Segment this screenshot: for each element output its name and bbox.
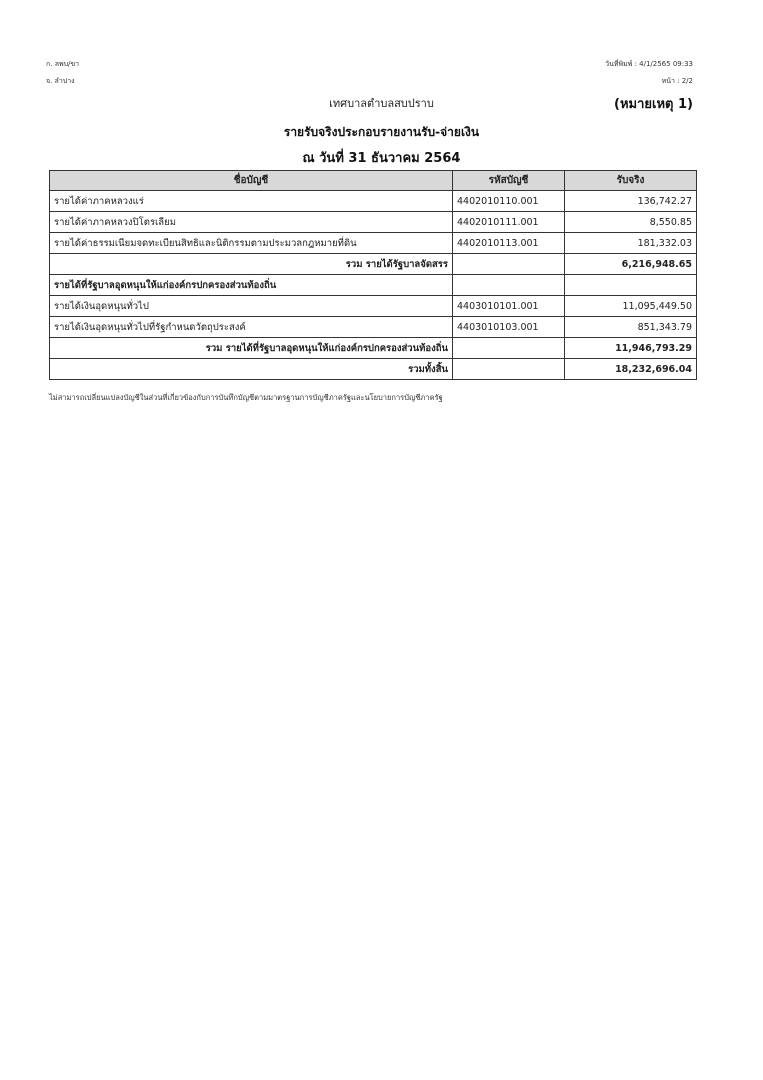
amount: 136,742.27 <box>565 191 697 212</box>
table-row <box>50 233 697 254</box>
empty-cell <box>453 338 565 359</box>
grand-total-row <box>50 359 697 380</box>
table-row <box>50 212 697 233</box>
account-code: 4403010103.001 <box>453 317 565 338</box>
note-reference: (หมายเหตุ 1) <box>614 97 693 112</box>
account-code: 4402010111.001 <box>453 212 565 233</box>
amount: 11,095,449.50 <box>565 296 697 317</box>
document-header-left <box>46 56 79 90</box>
report-title: รายรับจริงประกอบรายงานรับ-จ่ายเงิน <box>283 125 480 139</box>
grand-total-amount: 18,232,696.04 <box>565 359 697 380</box>
account-code: 4403010101.001 <box>453 296 565 317</box>
page-number: หน้า : 2/2 <box>661 77 693 85</box>
grand-total-label: รวมทั้งสิ้น <box>50 359 453 380</box>
document-header-right <box>605 56 693 90</box>
col-header-account-code: รหัสบัญชี <box>453 171 565 191</box>
footnote: ไม่สามารถเปลี่ยนแปลงบัญชีในส่วนที่เกี่ยวข้องกับการบันทึกบัญชีตามมาตรฐานการบัญชีภาครัฐและนโยบายการบัญชีภาครัฐ <box>49 393 443 402</box>
table-header-row <box>50 171 697 191</box>
table-row <box>50 296 697 317</box>
empty-cell <box>453 254 565 275</box>
table-row <box>50 191 697 212</box>
account-name: รายได้ค่าธรรมเนียมจดทะเบียนสิทธิและนิติกรรมตามประมวลกฎหมายที่ดิน <box>50 233 453 254</box>
empty-cell <box>453 275 565 296</box>
group-header-row <box>50 275 697 296</box>
account-name: รายได้ค่าภาคหลวงแร่ <box>50 191 453 212</box>
subtotal-label: รวม รายได้ที่รัฐบาลอุดหนุนให้แก่องค์กรปกครองส่วนท้องถิ่น <box>50 338 453 359</box>
header-left-line1: ก. ลพบ/ขา <box>46 60 80 68</box>
col-header-actual-received: รับจริง <box>565 171 697 191</box>
subtotal-amount: 11,946,793.29 <box>565 338 697 359</box>
account-code: 4402010110.001 <box>453 191 565 212</box>
account-name: รายได้เงินอุดหนุนทั่วไป <box>50 296 453 317</box>
report-date: ณ วันที่ 31 ธันวาคม 2564 <box>302 151 461 166</box>
table-row <box>50 317 697 338</box>
subtotal-label: รวม รายได้รัฐบาลจัดสรร <box>50 254 453 275</box>
col-header-account-name: ชื่อบัญชี <box>50 171 453 191</box>
empty-cell <box>565 275 697 296</box>
amount: 181,332.03 <box>565 233 697 254</box>
revenue-table <box>49 170 697 380</box>
account-name: รายได้ค่าภาคหลวงปิโตรเลียม <box>50 212 453 233</box>
group-title: รายได้ที่รัฐบาลอุดหนุนให้แก่องค์กรปกครองส่วนท้องถิ่น <box>50 275 453 296</box>
empty-cell <box>453 359 565 380</box>
subtotal-row <box>50 338 697 359</box>
organization-name: เทศบาลตำบลสบปราบ <box>329 97 434 110</box>
account-code: 4402010113.001 <box>453 233 565 254</box>
subtotal-row <box>50 254 697 275</box>
account-name: รายได้เงินอุดหนุนทั่วไปที่รัฐกำหนดวัตถุประสงค์ <box>50 317 453 338</box>
amount: 8,550.85 <box>565 212 697 233</box>
subtotal-amount: 6,216,948.65 <box>565 254 697 275</box>
amount: 851,343.79 <box>565 317 697 338</box>
print-date: วันที่พิมพ์ : 4/1/2565 09:33 <box>605 60 693 68</box>
header-left-line2: จ. ลำปาง <box>46 77 75 85</box>
